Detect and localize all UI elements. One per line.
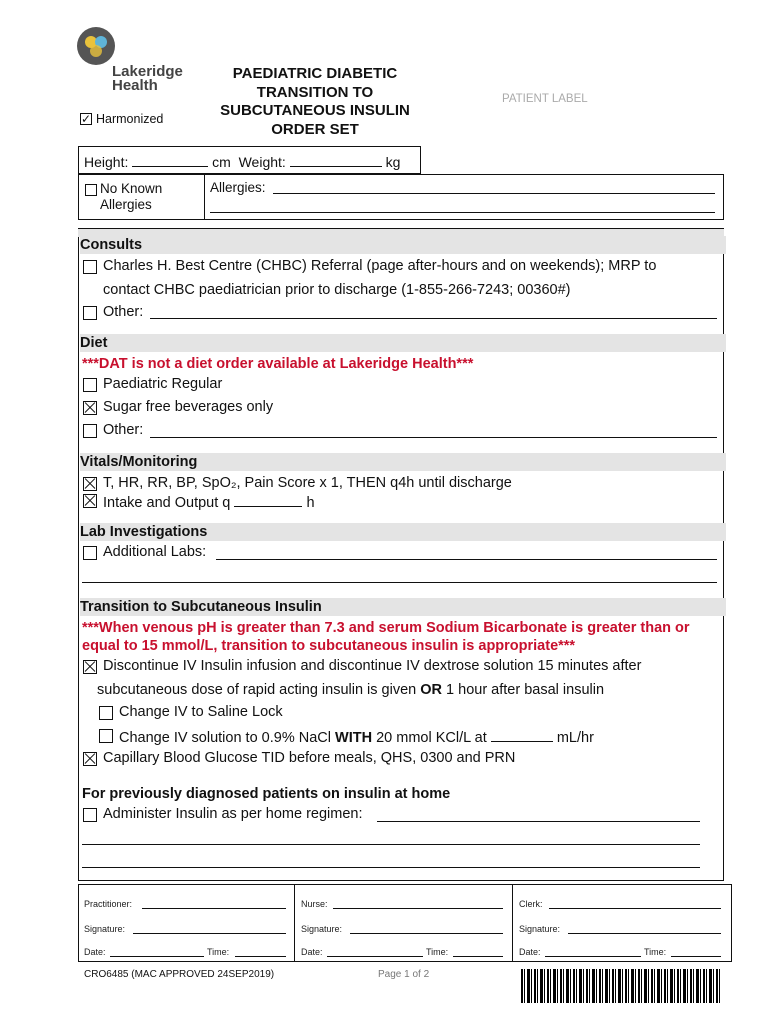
labs-header: Lab Investigations <box>80 523 726 541</box>
intake-output-row: Intake and Output q h <box>103 492 315 511</box>
practitioner-signature-label: Signature: <box>84 924 126 934</box>
nurse-signature-field[interactable] <box>350 933 503 934</box>
allergies-box <box>78 174 724 220</box>
consults-other-checkbox[interactable] <box>83 306 97 320</box>
consults-header: Consults <box>80 236 726 254</box>
diet-other-field[interactable] <box>150 437 717 438</box>
iv-rate-field[interactable] <box>491 727 553 742</box>
transition-warning-line1: ***When venous pH is greater than 7.3 and serum Sodium Bicarbonate is greater than or <box>82 620 690 636</box>
nurse-field[interactable] <box>333 908 503 909</box>
clerk-label: Clerk: <box>519 899 543 909</box>
allergies-label: Allergies: <box>210 180 266 195</box>
consults-other-label: Other: <box>103 304 144 320</box>
signature-box <box>78 884 732 962</box>
home-regimen-field-2[interactable] <box>82 844 700 845</box>
diet-warning: ***DAT is not a diet order available at Lakeridge Health*** <box>82 356 474 372</box>
additional-labs-label: Additional Labs: <box>103 544 207 560</box>
no-known-allergies-label: No Known Allergies <box>100 181 163 212</box>
intake-output-checkbox[interactable] <box>83 494 97 508</box>
nurse-time-label: Time: <box>426 947 449 957</box>
logo <box>76 26 116 66</box>
transition-warning-line2: equal to 15 mmol/L, transition to subcutaneous insulin is appropriate*** <box>82 638 576 654</box>
clerk-time-label: Time: <box>644 947 667 957</box>
chbc-referral-checkbox[interactable] <box>83 260 97 274</box>
height-weight-row: Height: cm Weight: kg <box>84 154 401 170</box>
change-iv-solution-row: Change IV solution to 0.9% NaCl WITH 20 mmol KCl/L at mL/hr <box>119 727 594 746</box>
practitioner-signature-field[interactable] <box>133 933 286 934</box>
home-regimen-checkbox[interactable] <box>83 808 97 822</box>
transition-header: Transition to Subcutaneous Insulin <box>80 598 726 616</box>
additional-labs-checkbox[interactable] <box>83 546 97 560</box>
nurse-date-label: Date: <box>301 947 323 957</box>
harmonized-checkbox[interactable]: ✓ <box>81 112 92 126</box>
nurse-date-field[interactable] <box>327 956 423 957</box>
home-regimen-field[interactable] <box>377 821 700 822</box>
intake-output-interval-field[interactable] <box>234 492 302 507</box>
additional-labs-field[interactable] <box>216 559 717 560</box>
home-regimen-field-3[interactable] <box>82 867 700 868</box>
diet-other-label: Other: <box>103 422 144 438</box>
lakeridge-logo-icon <box>76 26 116 66</box>
chbc-referral-line1: Charles H. Best Centre (CHBC) Referral (page after-hours and on weekends); MRP to <box>103 258 657 274</box>
practitioner-field[interactable] <box>142 908 286 909</box>
capillary-glucose-checkbox[interactable] <box>83 752 97 766</box>
chbc-referral-line2: contact CHBC paediatrician prior to discharge (1-855-266-7243; 00360#) <box>103 282 571 298</box>
org-name: Lakeridge Health <box>112 63 183 94</box>
diet-header: Diet <box>80 334 726 352</box>
sugar-free-label: Sugar free beverages only <box>103 399 274 415</box>
nurse-signature-label: Signature: <box>301 924 343 934</box>
clerk-date-field[interactable] <box>545 956 641 957</box>
discontinue-iv-line2: subcutaneous dose of rapid acting insulin is given OR 1 hour after basal insulin <box>97 682 605 698</box>
saline-lock-checkbox[interactable] <box>99 706 113 720</box>
vitals-q4h-label: T, HR, RR, BP, SpO₂, Pain Score x 1, THEN q4h until discharge <box>103 475 512 491</box>
paediatric-regular-checkbox[interactable] <box>83 378 97 392</box>
clerk-date-label: Date: <box>519 947 541 957</box>
capillary-glucose-label: Capillary Blood Glucose TID before meals, QHS, 0300 and PRN <box>103 750 516 766</box>
clerk-field[interactable] <box>549 908 721 909</box>
clerk-time-field[interactable] <box>671 956 721 957</box>
discontinue-iv-line1: Discontinue IV Insulin infusion and discontinue IV dextrose solution 15 minutes after <box>103 658 642 674</box>
page-number: Page 1 of 2 <box>378 969 430 980</box>
clerk-signature-label: Signature: <box>519 924 561 934</box>
form-title: PAEDIATRIC DIABETIC TRANSITION TO SUBCUTANEOUS INSULIN ORDER SET <box>220 65 410 138</box>
vitals-header: Vitals/Monitoring <box>80 453 726 471</box>
no-known-allergies-checkbox[interactable] <box>85 184 97 196</box>
allergies-line-2[interactable] <box>210 212 715 213</box>
paediatric-regular-label: Paediatric Regular <box>103 376 223 392</box>
patient-label: PATIENT LABEL <box>502 93 588 105</box>
sugar-free-checkbox[interactable] <box>83 401 97 415</box>
form-code: CRO6485 (MAC APPROVED 24SEP2019) <box>84 969 275 980</box>
saline-lock-label: Change IV to Saline Lock <box>119 704 283 720</box>
height-field[interactable] <box>132 152 208 167</box>
nurse-time-field[interactable] <box>453 956 503 957</box>
discontinue-iv-checkbox[interactable] <box>83 660 97 674</box>
consults-other-field[interactable] <box>150 318 717 319</box>
additional-labs-field-2[interactable] <box>82 582 717 583</box>
clerk-signature-field[interactable] <box>568 933 721 934</box>
practitioner-label: Practitioner: <box>84 899 133 909</box>
harmonized-label: Harmonized <box>96 112 164 126</box>
practitioner-date-field[interactable] <box>110 956 204 957</box>
home-insulin-title: For previously diagnosed patients on insulin at home <box>82 786 451 802</box>
barcode <box>521 969 720 1003</box>
home-regimen-label: Administer Insulin as per home regimen: <box>103 806 363 822</box>
practitioner-time-label: Time: <box>207 947 230 957</box>
diet-other-checkbox[interactable] <box>83 424 97 438</box>
practitioner-date-label: Date: <box>84 947 106 957</box>
practitioner-time-field[interactable] <box>235 956 286 957</box>
nurse-label: Nurse: <box>301 899 328 909</box>
allergies-line-1[interactable] <box>273 193 715 194</box>
change-iv-solution-checkbox[interactable] <box>99 729 113 743</box>
vitals-q4h-checkbox[interactable] <box>83 477 97 491</box>
weight-field[interactable] <box>290 152 382 167</box>
